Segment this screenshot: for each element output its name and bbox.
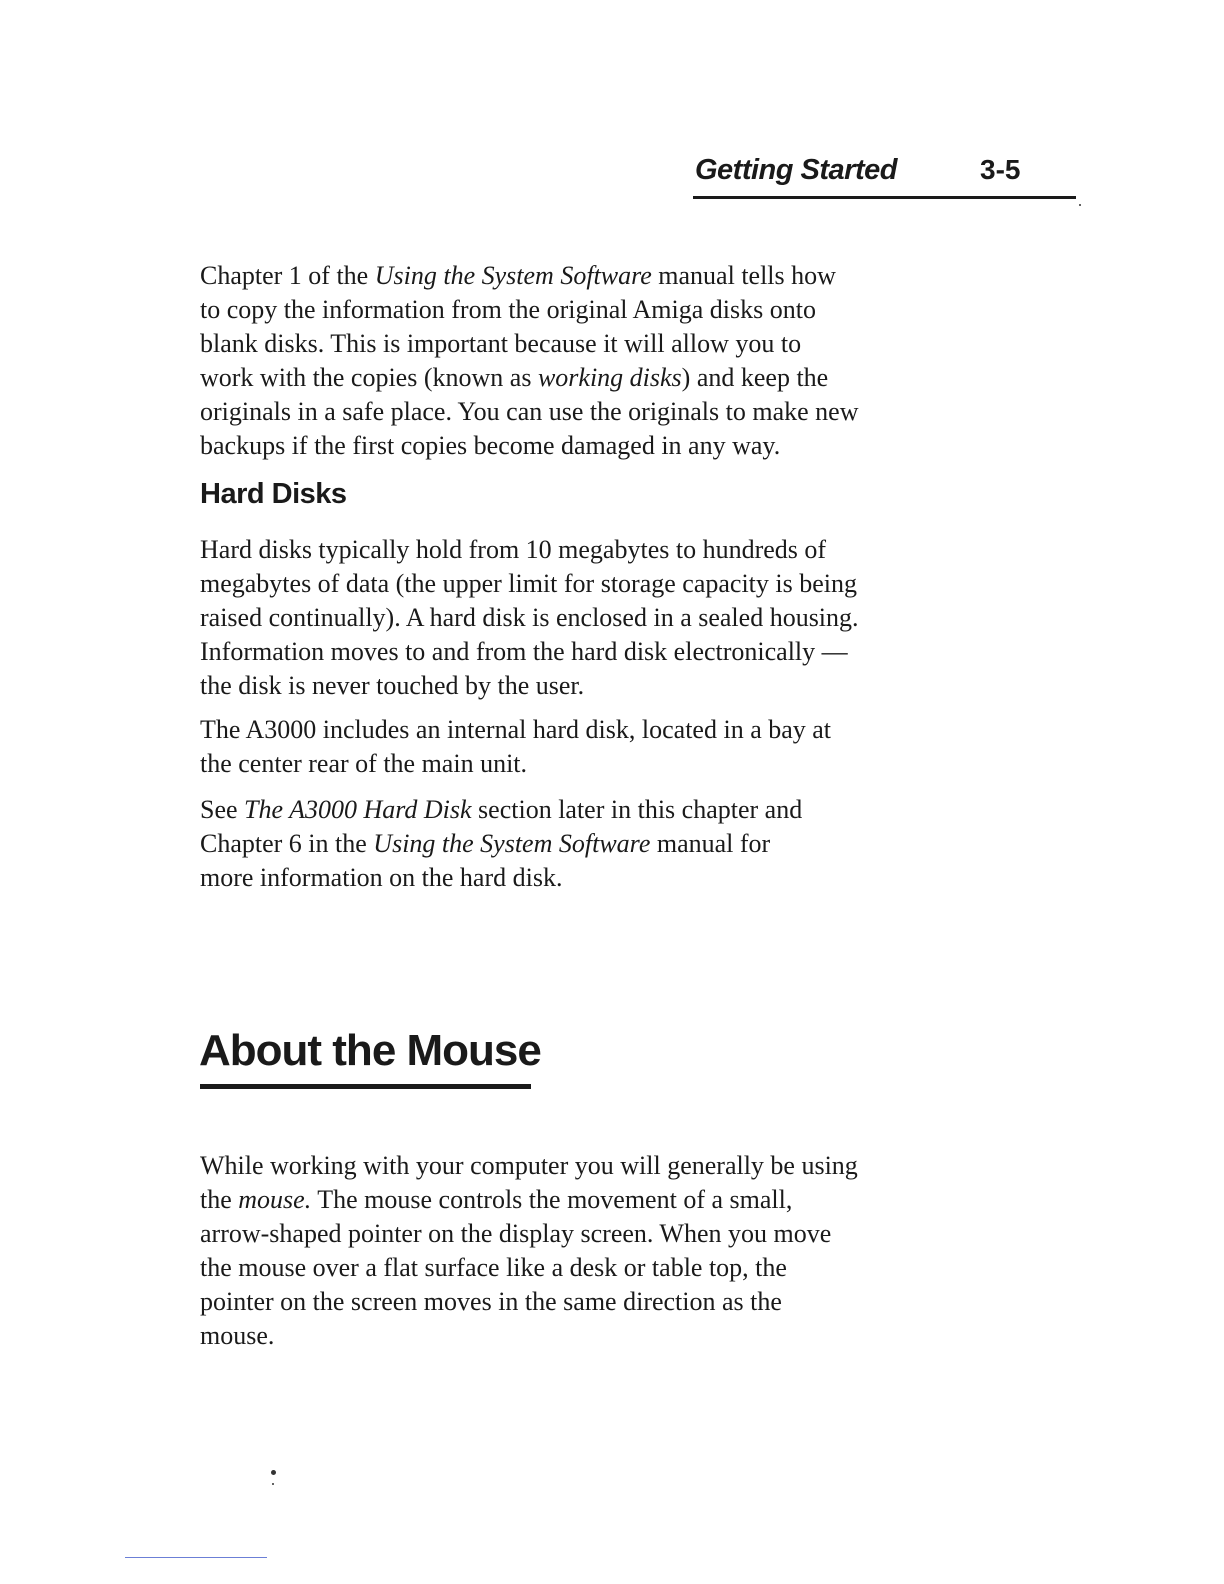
section-heading-hard-disks: Hard Disks xyxy=(200,478,347,510)
text-line: megabytes of data (the upper limit for storage capacity is being xyxy=(200,569,857,598)
text-line: arrow-shaped pointer on the display screen. When you move xyxy=(200,1219,832,1248)
scan-edge-line xyxy=(125,1557,267,1558)
italic-term: Using the System Software xyxy=(373,829,651,858)
text-line: Hard disks typically hold from 10 megabytes to hundreds of xyxy=(200,535,827,564)
text-line: mouse. xyxy=(200,1321,275,1350)
text-line: While working with your computer you will generally be using xyxy=(200,1151,858,1180)
running-header-title: Getting Started xyxy=(695,154,897,186)
italic-term: Using the System Software xyxy=(374,261,652,290)
page-number: 3-5 xyxy=(980,154,1021,185)
text-line: backups if the first copies become damaged in any way. xyxy=(200,431,781,460)
scan-speck xyxy=(272,1483,274,1485)
text-line: to copy the information from the original Amiga disks onto xyxy=(200,295,816,324)
text-line: the disk is never touched by the user. xyxy=(200,671,585,700)
header-rule xyxy=(693,196,1076,199)
text-line: the center rear of the main unit. xyxy=(200,749,528,778)
running-header xyxy=(693,150,1078,202)
text-line: more information on the hard disk. xyxy=(200,863,563,892)
paragraph-a3000-internal-disk xyxy=(200,713,900,781)
text-line: originals in a safe place. You can use the originals to make new xyxy=(200,397,859,426)
text-line: blank disks. This is important because it will allow you to xyxy=(200,329,802,358)
text-line: Chapter 1 of the Using the System Software manual tells how xyxy=(200,261,836,290)
paragraph-mouse-intro xyxy=(200,1149,900,1353)
italic-term: working disks xyxy=(537,363,682,392)
heading-rule xyxy=(200,1084,531,1089)
text-line: See The A3000 Hard Disk section later in this chapter and xyxy=(200,795,803,824)
paragraph-copy-disks xyxy=(200,259,900,463)
paragraph-see-also xyxy=(200,793,900,895)
text-line: Chapter 6 in the Using the System Software manual for xyxy=(200,829,771,858)
text-line: the mouse over a flat surface like a desk or table top, the xyxy=(200,1253,787,1282)
italic-term: mouse. xyxy=(238,1185,312,1214)
text-line: the mouse. The mouse controls the movement of a small, xyxy=(200,1185,793,1214)
text-line: raised continually). A hard disk is enclosed in a sealed housing. xyxy=(200,603,859,632)
text-line: The A3000 includes an internal hard disk, located in a bay at xyxy=(200,715,832,744)
text-line: Information moves to and from the hard disk electronically — xyxy=(200,637,848,666)
scan-speck xyxy=(271,1470,276,1475)
text-line: work with the copies (known as working disks) and keep the xyxy=(200,363,829,392)
scan-speck xyxy=(1079,204,1081,206)
text-line: pointer on the screen moves in the same direction as the xyxy=(200,1287,782,1316)
paragraph-hard-disks-intro xyxy=(200,533,900,703)
section-heading-about-mouse: About the Mouse xyxy=(199,1026,541,1075)
italic-term: The A3000 Hard Disk xyxy=(244,795,472,824)
